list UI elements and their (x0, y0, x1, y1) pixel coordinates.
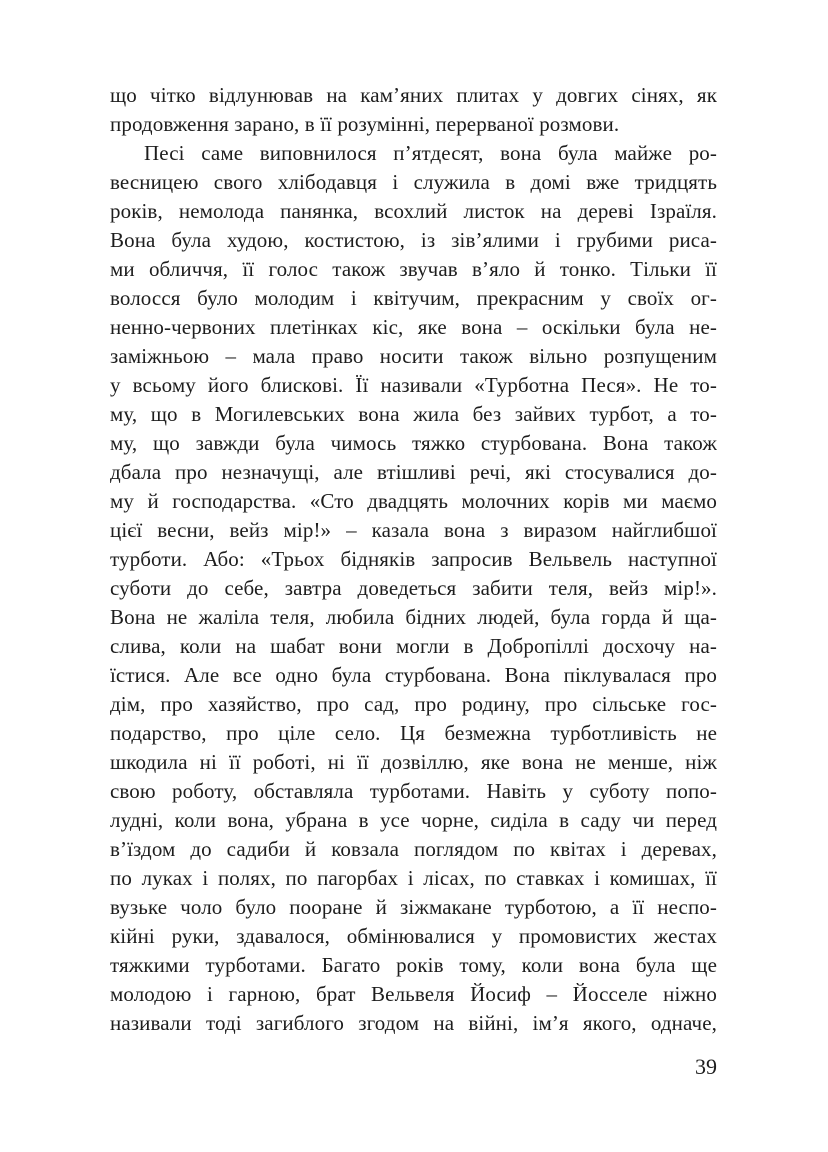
text-line: Вона була худою, костистою, із зів’ялими і грубими риса- (110, 228, 717, 252)
text-line: дім, про хазяйство, про сад, про родину, про сільське гос- (110, 692, 717, 716)
text-line: заміжньою – мала право носити також вільно розпущеним (110, 344, 717, 368)
text-line: їстися. Але все одно була стурбована. Вона піклувалася про (110, 663, 717, 687)
text-line: Вона не жаліла теля, любила бідних людей, була горда й ща- (110, 605, 717, 629)
text-line: шкодила ні її роботі, ні її дозвіллю, яке вона не менше, ніж (110, 750, 717, 774)
text-line: му й господарства. «Сто двадцять молочних корів ми маємо (110, 489, 717, 513)
text-line: лудні, коли вона, убрана в усе чорне, сиділа в саду чи перед (110, 808, 717, 832)
text-line: що чітко відлунював на кам’яних плитах у довгих сінях, як (110, 83, 717, 107)
text-line: суботи до себе, завтра доведеться забити теля, вейз мір!». (110, 576, 717, 600)
text-line: волосся було молодим і квітучим, прекрасним у своїх ог- (110, 286, 717, 310)
text-line: молодою і гарною, брат Вельвеля Йосиф – Йосселе ніжно (110, 982, 717, 1006)
text-line: Песі саме виповнилося п’ятдесят, вона була майже ро- (144, 141, 717, 165)
text-line: цієї весни, вейз мір!» – казала вона з виразом найглибшої (110, 518, 717, 542)
text-line: кійні руки, здавалося, обмінювалися у промовистих жестах (110, 924, 717, 948)
text-line: свою роботу, обставляла турботами. Навіть у суботу попо- (110, 779, 717, 803)
text-line: років, немолода панянка, всохлий листок на дереві Ізраїля. (110, 199, 717, 223)
text-line: дбала про незначущі, але втішливі речі, які стосувалися до- (110, 460, 717, 484)
text-block (110, 81, 717, 1038)
text-line: у всьому його блискові. Її називали «Турботна Песя». Не то- (110, 373, 717, 397)
text-line: ненно-червоних плетінках кіс, яке вона – оскільки була не- (110, 315, 717, 339)
text-line: в’їздом до садиби й ковзала поглядом по квітах і деревах, (110, 837, 717, 861)
text-line: продовження зарано, в її розумінні, перерваної розмови. (110, 112, 620, 136)
text-line: називали тоді загиблого згодом на війні, ім’я якого, одначе, (110, 1011, 717, 1035)
text-line: тяжкими турботами. Багато років тому, коли вона була ще (110, 953, 717, 977)
text-line: по луках і полях, по пагорбах і лісах, по ставках і комишах, її (110, 866, 717, 890)
text-line: му, що завжди була чимось тяжко стурбована. Вона також (110, 431, 717, 455)
text-line: ми обличчя, її голос також звучав в’яло й тонко. Тільки її (110, 257, 717, 281)
page-number: 39 (695, 1054, 717, 1079)
text-line: весницею свого хлібодавця і служила в домі вже тридцять (110, 170, 717, 194)
text-line: вузьке чоло було пооране й зіжмакане турботою, а її неспо- (110, 895, 717, 919)
text-line: подарство, про ціле село. Ця безмежна турботливість не (110, 721, 717, 745)
text-line: турботи. Або: «Трьох бідняків запросив Вельвель наступної (110, 547, 717, 571)
text-line: му, що в Могилевських вона жила без зайвих турбот, а то- (110, 402, 717, 426)
text-line: слива, коли на шабат вони могли в Добропіллі досхочу на- (110, 634, 717, 658)
